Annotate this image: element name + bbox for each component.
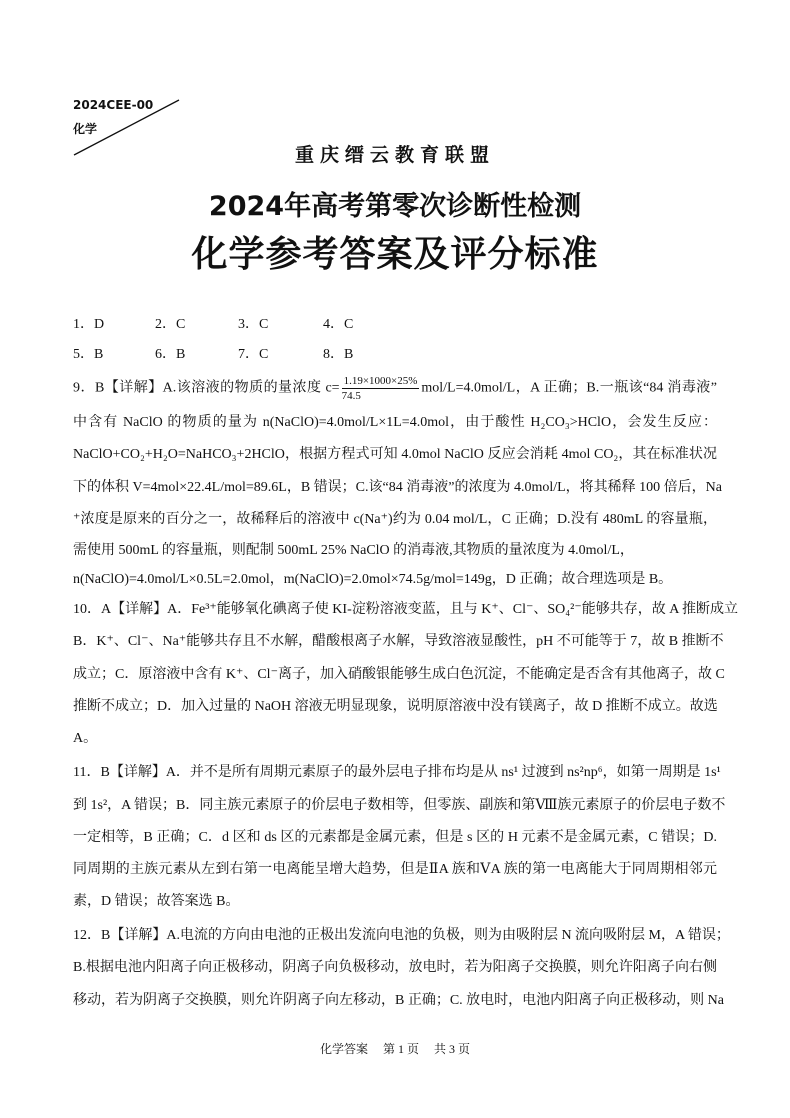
q9-line: 需使用 500mL 的容量瓶，则配制 500mL 25% NaClO 的消毒液,其物质的量浓度为 4.0mol/L，	[73, 543, 634, 558]
q9-line: 中含有 NaClO 的物质的量为 n(NaClO)=4.0mol/L×1L=4.0mol，由于酸性 H₂CO₃>HClO，会发生反应：	[73, 415, 717, 430]
answer-3: 3．C	[238, 317, 269, 332]
page-footer	[0, 1040, 790, 1057]
fraction-numerator: 1.19×1000×25%	[343, 375, 418, 387]
q9-line: 下的体积 V=4mol×22.4L/mol=89.6L，B 错误；C.该“84 消毒液”的浓度为 4.0mol/L，将其稀释 100 倍后，Na	[73, 480, 722, 495]
q9-line: NaClO+CO₂+H₂O=NaHCO₃+2HClO，根据方程式可知 4.0mol NaClO 反应会消耗 4mol CO₂，其在标准状况	[73, 447, 717, 462]
q12-line: B.根据电池内阳离子向正极移动，阴离子向负极移动，放电时，若为阳离子交换膜，则允许阳离子向右侧	[73, 960, 717, 975]
answer-2: 2．C	[155, 317, 186, 332]
q11-line: 素，D 错误；故答案选 B。	[73, 894, 240, 909]
concentration-fraction	[342, 374, 420, 403]
q12-line: 12．B【详解】A.电流的方向由电池的正极出发流向电池的负极，则为由吸附层 N 流向吸附层 M，A 错误；	[73, 928, 730, 943]
answer-1: 1．D	[73, 317, 105, 332]
subject-label: 化学	[73, 122, 98, 136]
q9-prefix: 9．B【详解】A.该溶液的物质的量浓度 c=	[73, 380, 340, 396]
q10-line: A。	[73, 731, 98, 746]
answer-6: 6．B	[155, 347, 186, 362]
footer-page-number: 第 1 页	[382, 1042, 419, 1056]
q10-line: 推断不成立；D．加入过量的 NaOH 溶液无明显现象，说明原溶液中没有镁离子，故 D 推断不成立。故选	[73, 699, 718, 714]
answer-7: 7．C	[238, 347, 269, 362]
q11-line: 一定相等，B 正确；C．d 区和 ds 区的元素都是金属元素，但是 s 区的 H 元素不是金属元素，C 错误；D.	[73, 830, 717, 845]
footer-doc-name: 化学答案	[319, 1042, 368, 1056]
answer-5: 5．B	[73, 347, 104, 362]
answer-4: 4．C	[323, 317, 354, 332]
q11-line: 到 1s²，A 错误；B．同主族元素原子的价层电子数相等，但零族、副族和第Ⅷ族元素原子的价层电子数不	[73, 798, 726, 813]
q11-line: 同周期的主族元素从左到右第一电离能呈增大趋势，但是ⅡA 族和ⅤA 族的第一电离能大于同周期相邻元	[73, 862, 717, 877]
exam-title: 2024年高考第零次诊断性检测	[208, 191, 582, 222]
q10-line: 10．A【详解】A．Fe³⁺能够氧化碘离子使 KI-淀粉溶液变蓝，且与 K⁺、Cl⁻、SO₄²⁻能够共存，故 A 推断成立	[73, 602, 739, 617]
q10-line: 成立；C．原溶液中含有 K⁺、Cl⁻离子，加入硝酸银能够生成白色沉淀，不能确定是否含有其他离子，故 C	[73, 667, 725, 682]
q11-line: 11．B【详解】A．并不是所有周期元素原子的最外层电子排布均是从 ns¹ 过渡到 ns²np⁶，如第一周期是 1s¹	[73, 765, 721, 780]
q9-line: n(NaClO)=4.0mol/L×0.5L=2.0mol，m(NaClO)=2.0mol×74.5g/mol=149g，D 正确；故合理选项是 B。	[73, 572, 673, 587]
org-title: 重庆缙云教育联盟	[294, 144, 495, 166]
q9-line: ⁺浓度是原来的百分之一，故稀释后的溶液中 c(Na⁺)约为 0.04 mol/L，C 正确；D.没有 480mL 的容量瓶，	[73, 512, 717, 527]
exam-code: 2024CEE-00	[73, 98, 154, 112]
document-title: 化学参考答案及评分标准	[191, 234, 599, 275]
fraction-denominator: 74.5	[341, 390, 361, 402]
q9-line	[73, 374, 717, 403]
q10-line: B．K⁺、Cl⁻、Na⁺能够共存且不水解，醋酸根离子水解，导致溶液显酸性，pH 不可能等于 7，故 B 推断不	[73, 634, 724, 649]
footer-total-pages: 共 3 页	[434, 1042, 471, 1056]
answer-8: 8．B	[323, 347, 354, 362]
q9-suffix: mol/L=4.0mol/L，A 正确；B.一瓶该“84 消毒液”	[421, 380, 717, 396]
q12-line: 移动，若为阴离子交换膜，则允许阴离子向左移动，B 正确；C. 放电时，电池内阳离子向正极移动，则 Na	[73, 993, 724, 1008]
